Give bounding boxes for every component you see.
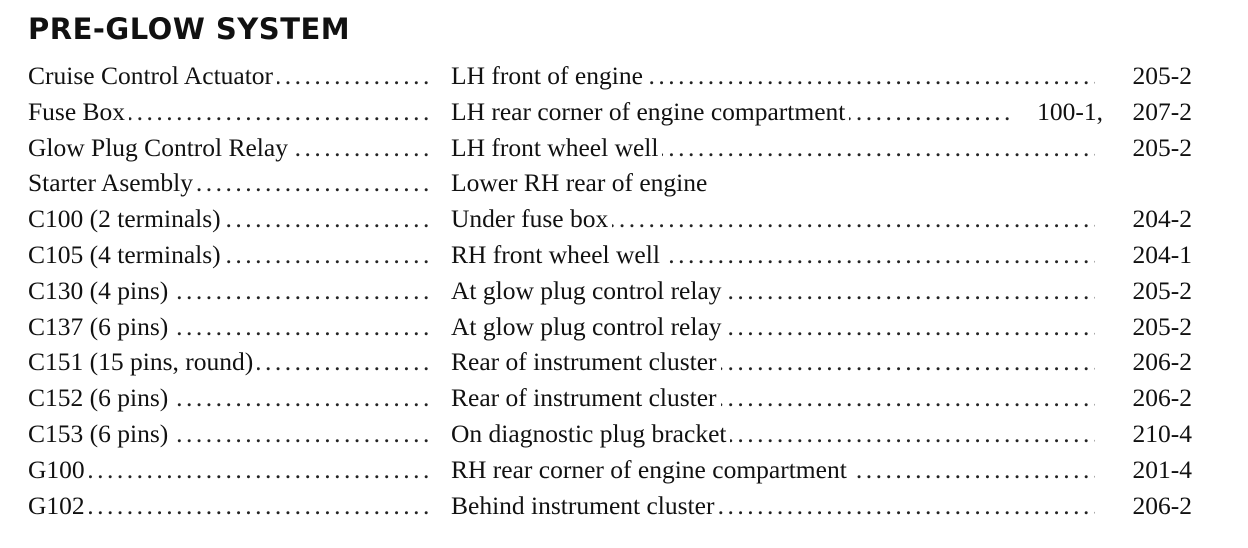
table-row [28,201,1208,237]
page-reference: 205-2 [1132,132,1192,162]
table-row [28,237,1208,273]
page-reference: 204-2 [1132,204,1192,234]
page-reference: 206-2 [1132,490,1192,520]
component-location: Rear of instrument cluster [451,383,721,412]
component-name: Glow Plug Control Relay [28,133,292,162]
component-name: C153 (6 pins) [28,419,172,448]
page-reference: 207-2 [1132,96,1192,126]
table-row [28,165,1208,201]
component-location: RH rear corner of engine compartment [451,455,851,484]
table-row [28,94,1208,130]
table-row [28,344,1208,380]
component-name: Cruise Control Actuator [28,61,277,90]
component-name: C130 (4 pins) [28,276,172,305]
component-location-table [28,58,1208,523]
component-location: At glow plug control relay [451,312,726,341]
component-name: G102 [28,491,89,520]
component-name: C152 (6 pins) [28,383,172,412]
component-name: C100 (2 terminals) [28,204,225,233]
component-location: RH front wheel well [451,240,664,269]
component-location: LH front wheel well [451,133,662,162]
component-name: G100 [28,455,89,484]
component-name: C137 (6 pins) [28,312,172,341]
page-reference: 206-2 [1132,347,1192,377]
table-row [28,58,1208,94]
component-location: Rear of instrument cluster [451,347,721,376]
page-reference: 201-4 [1132,454,1192,484]
component-location: Lower RH rear of engine [451,168,711,197]
table-row [28,452,1208,488]
page-reference: 210-4 [1132,418,1192,448]
table-row [28,273,1208,309]
component-location: LH front of engine [451,61,647,90]
component-location: Behind instrument cluster [451,491,718,520]
component-name: C105 (4 terminals) [28,240,225,269]
table-row [28,380,1208,416]
page-reference: 205-2 [1132,275,1192,305]
page-title: PRE-GLOW SYSTEM [28,12,351,46]
component-location: Under fuse box [451,204,612,233]
page-reference: 204-1 [1132,239,1192,269]
table-row [28,130,1208,166]
page-reference: 205-2 [1132,61,1192,90]
component-location: On diagnostic plug bracket [451,419,730,448]
table-row [28,416,1208,452]
table-row [28,488,1208,524]
component-location: At glow plug control relay [451,276,726,305]
table-row [28,309,1208,345]
page-reference-secondary: 100-1, [1037,96,1103,126]
page-reference: 206-2 [1132,383,1192,413]
component-name: C151 (15 pins, round) [28,347,257,376]
component-name: Fuse Box [28,97,129,126]
component-location: LH rear corner of engine compartment [451,97,849,126]
component-name: Starter Asembly [28,168,197,197]
page-reference: 205-2 [1132,311,1192,341]
